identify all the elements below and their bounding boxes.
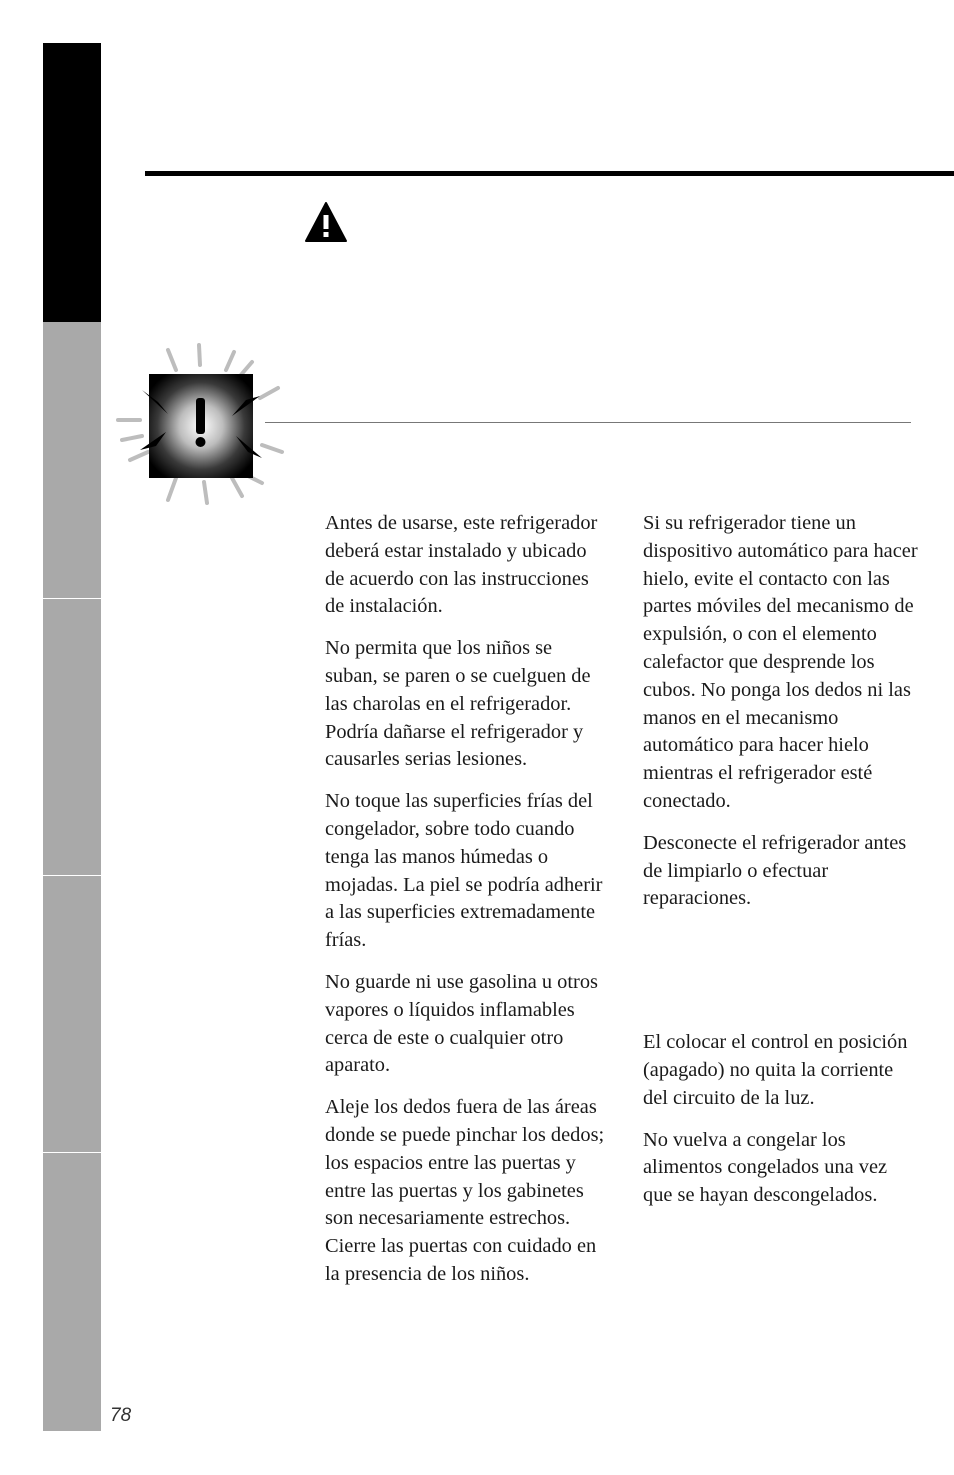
section-tab-3 [43,599,101,875]
right-column [643,510,954,1224]
instruction-paragraph: Aleje los dedos fuera de las áreas donde se puede pinchar los dedos; los espacios entre las puertas y entre las puertas y los gabinetes son necesariamente estrechos. Cierre las puertas con cuidado en la presencia de los niños. [325,1096,605,1285]
instruction-paragraph: Antes de usarse, este refrigerador deberá estar instalado y ubicado de acuerdo con las instrucciones de instalación. [325,512,598,618]
section-tab-4 [43,876,101,1152]
instruction-paragraph: No permita que los niños se suban, se paren o se cuelguen de las charolas en el refrigerador. Podría dañarse el refrigerador y causarles serias lesiones. [325,637,591,771]
section-rule [265,422,911,423]
section-tab-5 [43,1153,101,1431]
instruction-paragraph: No toque las superficies frías del congelador, sobre todo cuando tenga las manos húmedas o mojadas. La piel se podría adherir a las superficies extremadamente frías. [325,790,603,952]
header-rule [145,171,954,176]
instruction-paragraph: Si su refrigerador tiene un dispositivo automático para hacer hielo, evite el contacto con las partes móviles del mecanismo de expulsión, o con el elemento calefactor que desprende los cubos. No ponga los dedos ni las manos en el mecanismo automático para hacer hielo mientras el refrigerador esté conectado. [643,512,918,812]
section-tab-2 [43,322,101,598]
instruction-paragraph: No guarde ni use gasolina u otros vapores o líquidos inflamables cerca de este o cualquier otro aparato. [325,970,598,1077]
warning-triangle-icon [304,201,348,243]
instruction-paragraph: No vuelva a congelar los alimentos congelados una vez que se hayan descongelados. [643,1128,888,1207]
instruction-paragraph: Desconecte el refrigerador antes de limpiarlo o efectuar reparaciones. [643,831,907,910]
instruction-paragraph: El colocar el control en posición (apagado) no quita la corriente del circuito de la luz. [643,1031,954,1109]
section-tab-active [43,43,101,322]
column-gap [643,927,918,1029]
page-number: 78 [110,1405,132,1426]
exclamation-burst-icon [112,340,287,505]
left-column [325,510,605,1303]
